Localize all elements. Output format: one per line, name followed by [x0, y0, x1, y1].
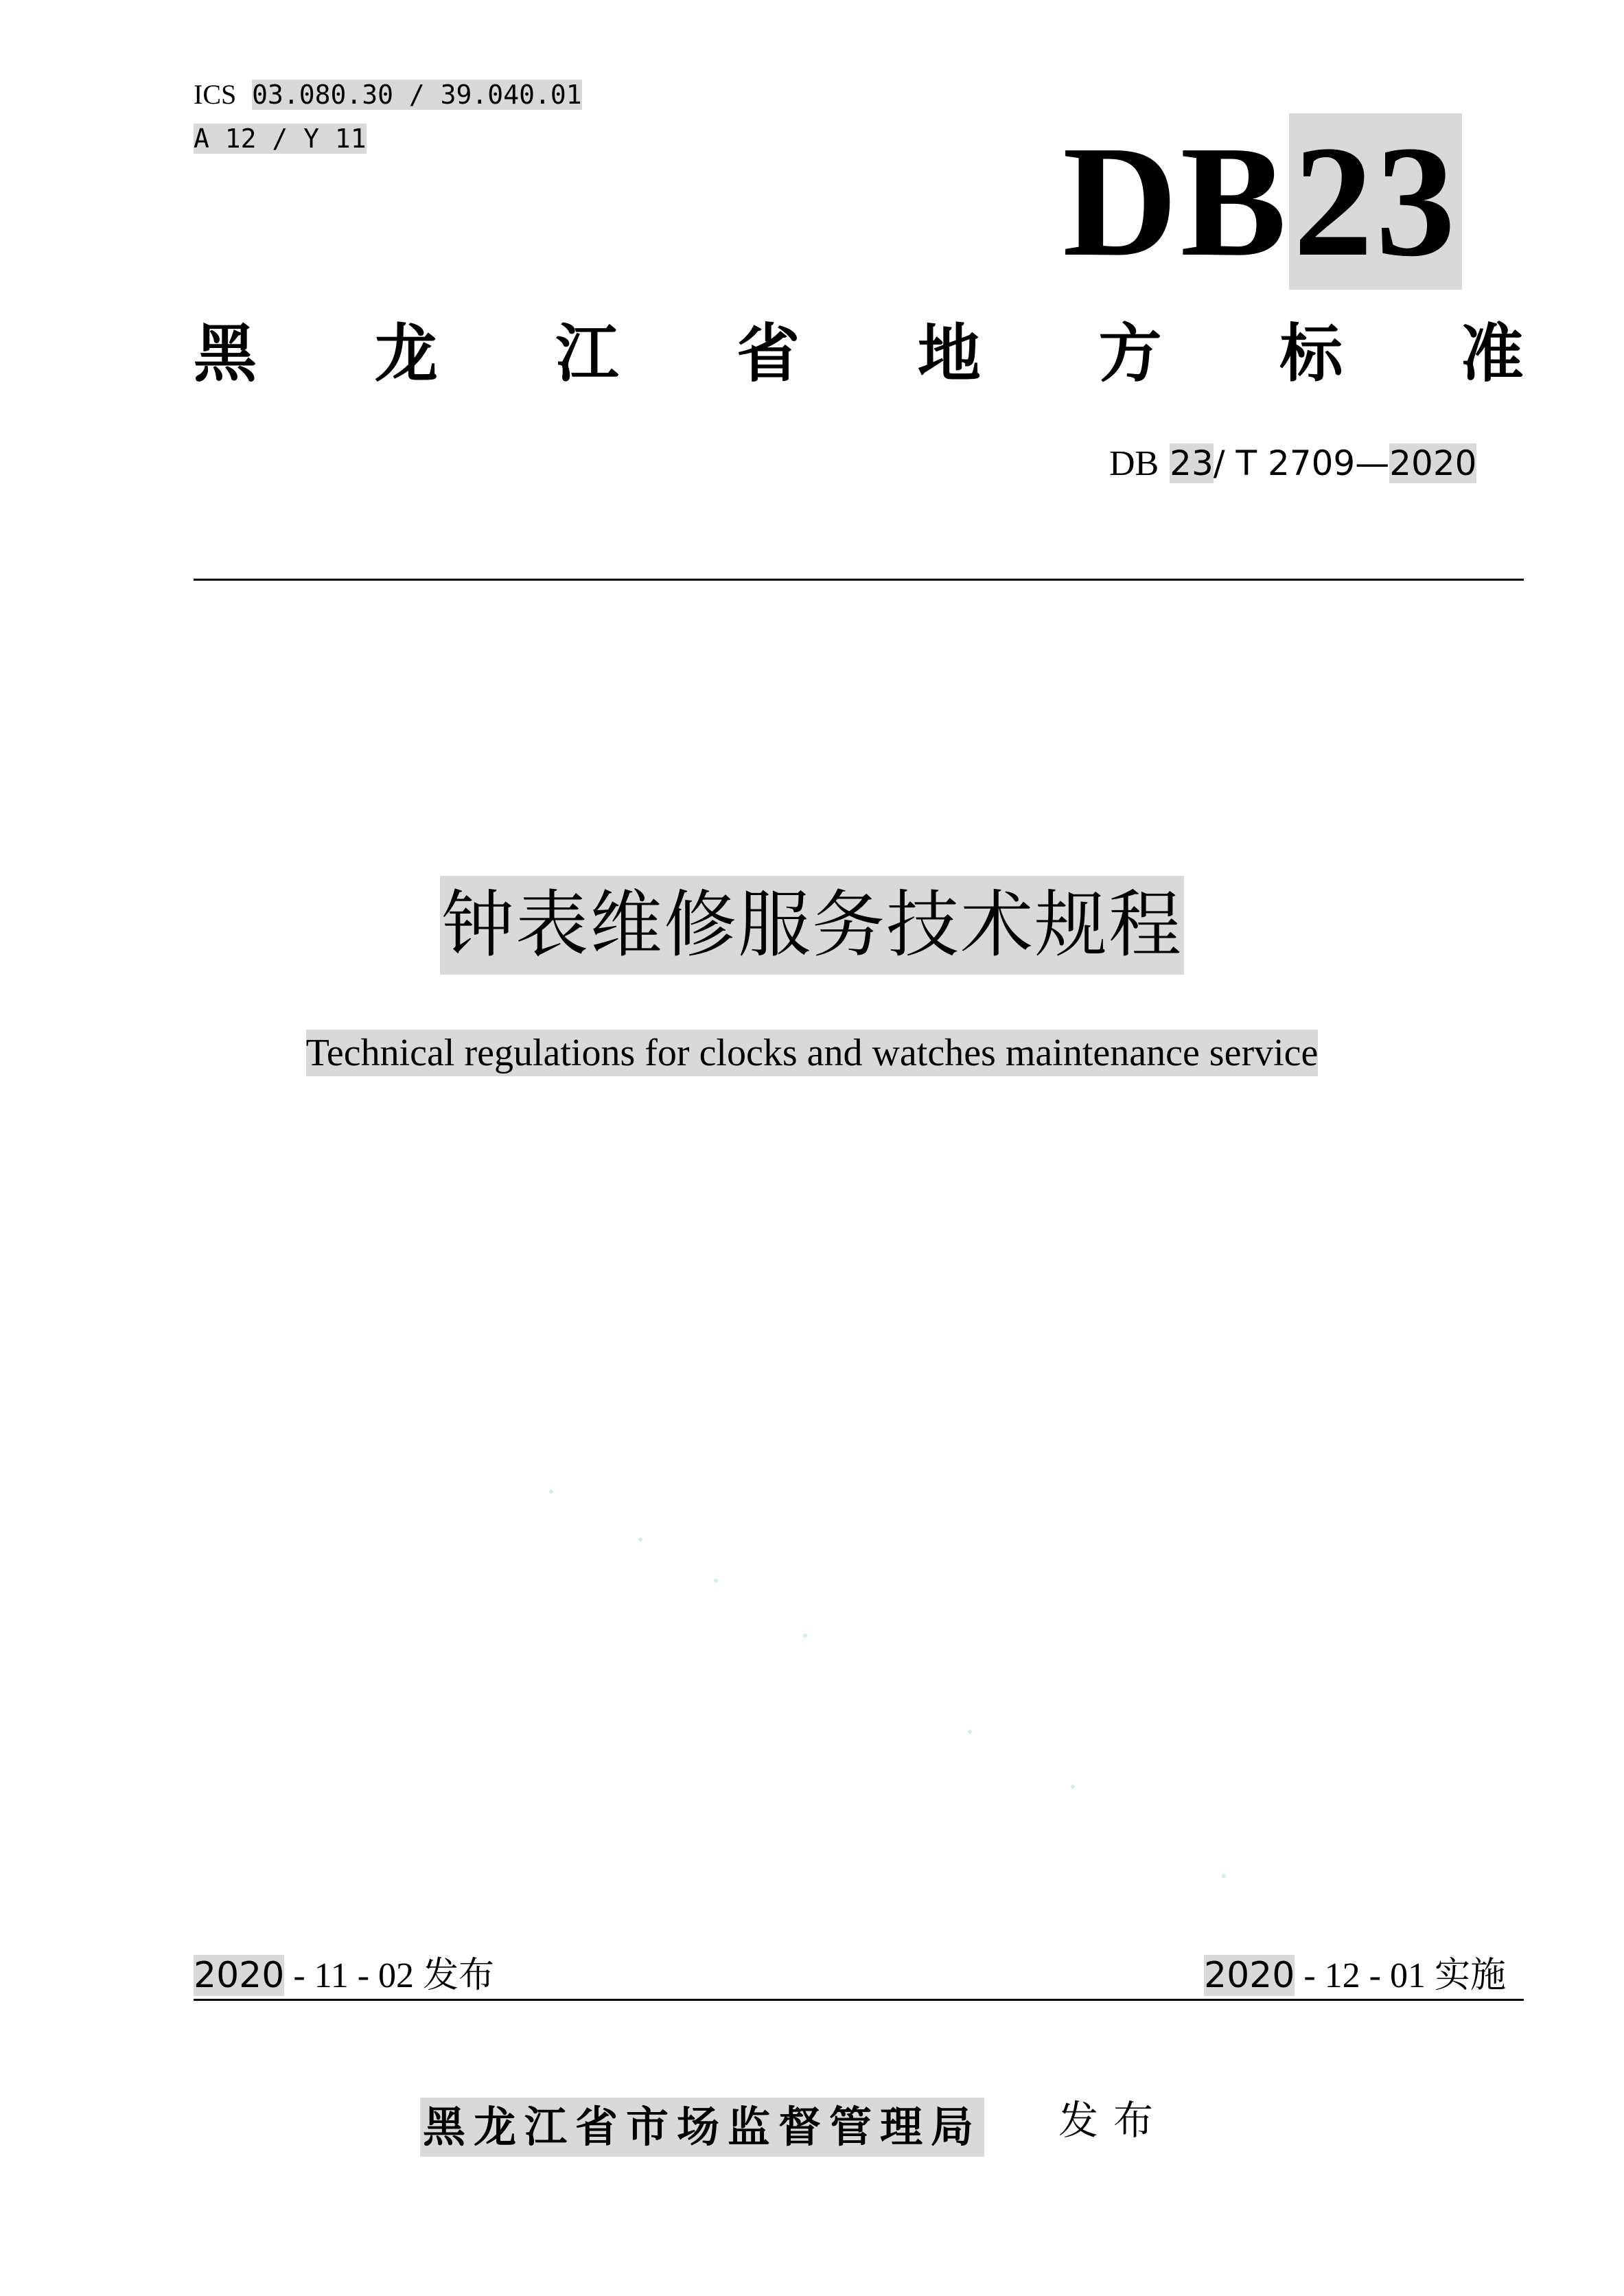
scan-speck: [803, 1634, 807, 1638]
db-number: 23: [1289, 113, 1462, 290]
footer-divider: [194, 1999, 1524, 2001]
implement-date-rest: - 12 - 01: [1295, 1956, 1435, 1995]
scan-speck: [968, 1730, 972, 1734]
db-prefix: DB: [1063, 113, 1290, 290]
title-english: Technical regulations for clocks and watches maintenance service: [306, 1030, 1319, 1076]
standard-number-region: 23: [1170, 443, 1214, 483]
issue-date: [194, 1951, 494, 2001]
implement-date: [1204, 1951, 1506, 2001]
standard-number: [1109, 439, 1476, 488]
ccs-line: [194, 121, 367, 156]
implement-label: 实施: [1434, 1955, 1506, 1996]
heading-char: 标: [1279, 317, 1343, 391]
scan-speck: [549, 1489, 553, 1494]
heading-char: 方: [1098, 317, 1162, 391]
implement-year: 2020: [1204, 1955, 1295, 1996]
issue-label: 发布: [423, 1955, 495, 1996]
ics-line: [194, 77, 582, 113]
ccs-codes: A 12 / Y 11: [194, 124, 367, 154]
standard-number-year: 2020: [1389, 443, 1477, 483]
scan-speck: [1222, 1874, 1226, 1878]
publisher-line: [420, 2098, 1168, 2157]
standard-number-prefix: DB: [1109, 444, 1159, 483]
heading-char: 准: [1460, 317, 1524, 391]
heading-char: 地: [917, 317, 981, 391]
heading-char: 龙: [374, 317, 438, 391]
ics-codes: 03.080.30 / 39.040.01: [252, 80, 582, 110]
issue-year: 2020: [194, 1955, 285, 1996]
standard-category-heading: [194, 310, 1524, 398]
publisher-action: 发布: [1058, 2097, 1169, 2144]
publisher-organization: 黑龙江省市场监督管理局: [420, 2098, 984, 2157]
ics-label: ICS: [194, 79, 237, 110]
heading-char: 省: [736, 317, 800, 391]
scan-speck: [714, 1579, 718, 1583]
db-mark: [1063, 113, 1462, 290]
scan-speck: [638, 1538, 642, 1542]
header-divider: [194, 579, 1524, 581]
heading-char: 黑: [194, 317, 257, 391]
title-english-block: [0, 1030, 1624, 1076]
heading-char: 江: [555, 317, 619, 391]
issue-date-rest: - 11 - 02: [284, 1956, 424, 1995]
title-chinese: 钟表维修服务技术规程: [440, 876, 1184, 975]
title-chinese-block: [0, 876, 1624, 975]
standard-number-middle: / T 2709—: [1213, 443, 1390, 483]
scan-speck: [1071, 1785, 1075, 1789]
